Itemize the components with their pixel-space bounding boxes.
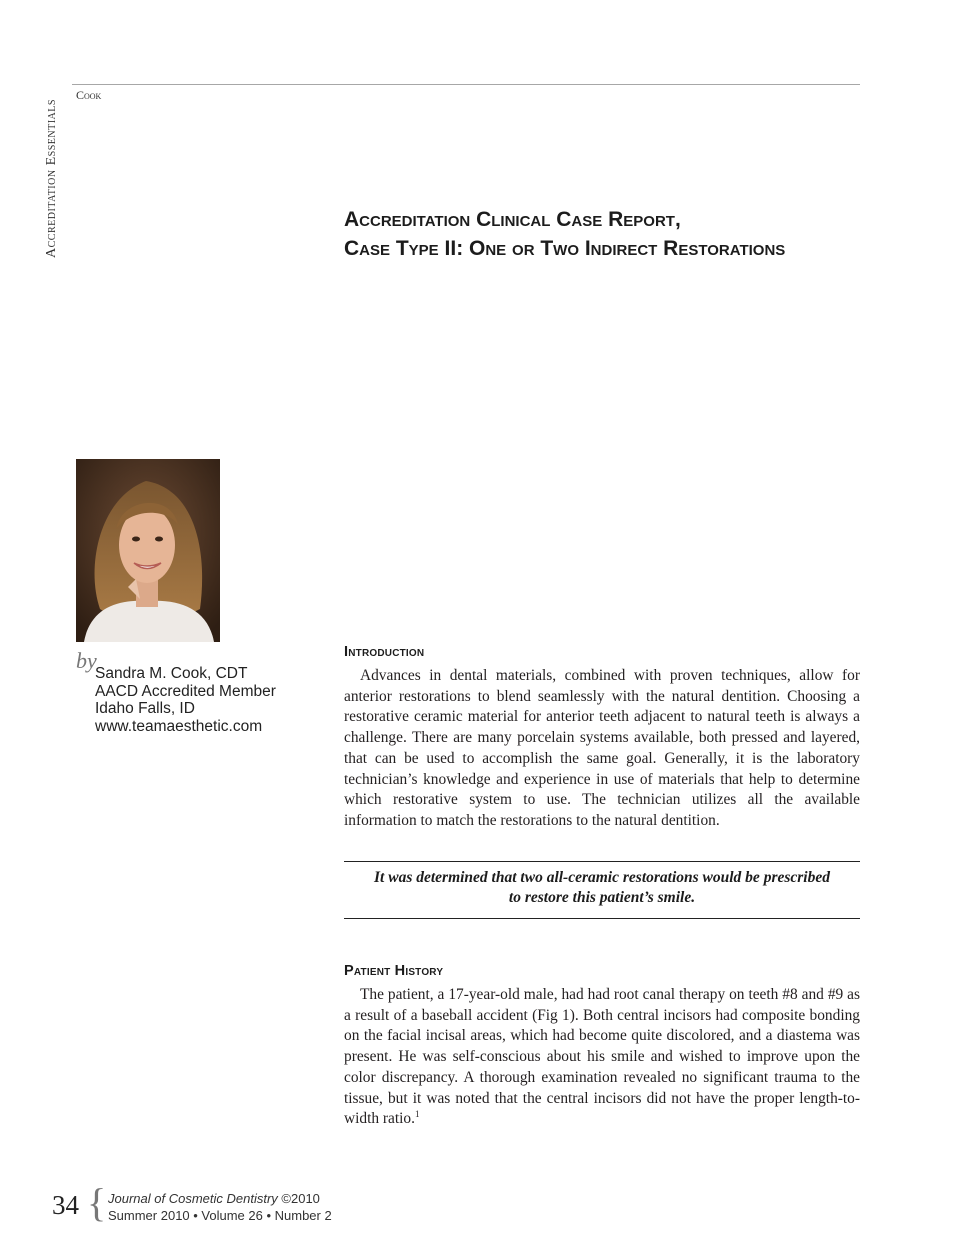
patient-history-paragraph <box>344 985 860 1130</box>
article-title-line-1: Accreditation Clinical Case Report, <box>344 208 681 231</box>
author-name: Sandra M. Cook, CDT <box>95 665 248 682</box>
section-side-label: Accreditation Essentials <box>44 99 59 258</box>
article-title <box>344 205 864 263</box>
author-info <box>95 665 276 735</box>
byline-by: by <box>76 648 97 673</box>
running-head-author: Cook <box>76 88 102 102</box>
author-photo <box>76 459 220 642</box>
author-portrait-image <box>76 459 220 642</box>
author-location: Idaho Falls, ID <box>95 700 195 717</box>
introduction-section <box>344 644 860 832</box>
page-number: 34 <box>52 1190 79 1220</box>
journal-copyright: ©2010 <box>281 1191 320 1206</box>
journal-name: Journal of Cosmetic Dentistry <box>108 1191 278 1206</box>
introduction-heading: Introduction <box>344 644 425 660</box>
journal-citation <box>108 1191 332 1224</box>
header-rule <box>72 84 860 85</box>
patient-history-text: The patient, a 17-year-old male, had had root canal therapy on teeth #8 and #9 as a result of a baseball accident (Fig 1). Both central incisors had composite bonding on the facial incisal areas, which had become quite discolored, and a diastema was present. He was self-conscious about his smile and wished to improve upon the color discrepancy. A thorough examination revealed no significant trauma to the tissue, but it was noted that the central incisors did not have the proper length-to-width ratio. <box>344 986 860 1128</box>
author-membership: AACD Accredited Member <box>95 682 276 700</box>
pull-quote <box>344 861 860 919</box>
patient-history-heading: Patient History <box>344 963 444 979</box>
footnote-ref: 1 <box>414 1109 420 1120</box>
pull-quote-line-1: It was determined that two all-ceramic restorations would be prescribed <box>374 869 830 886</box>
article-title-line-2: Case Type II: One or Two Indirect Restorations <box>344 237 786 260</box>
patient-history-section <box>344 963 860 1130</box>
author-website[interactable]: www.teamaesthetic.com <box>95 717 263 735</box>
journal-issue: Summer 2010 • Volume 26 • Number 2 <box>108 1207 332 1223</box>
pull-quote-line-2: to restore this patient’s smile. <box>508 889 696 906</box>
footer-brace: { <box>87 1180 107 1225</box>
introduction-paragraph: Advances in dental materials, combined with proven techniques, allow for anterior restorations to blend seamlessly with the natural dentition. Choosing a restorative ceramic material for anterior teeth adjacent to natural teeth is always a challenge. There are many porcelain systems available, both pressed and layered, that can be used to accomplish the same goal. Generally, it is the laboratory technician’s knowledge and experience in use of materials that help to determine which restorative system to use. The technician utilizes all the available information to match the restorations to the natural dentition. <box>344 667 860 829</box>
